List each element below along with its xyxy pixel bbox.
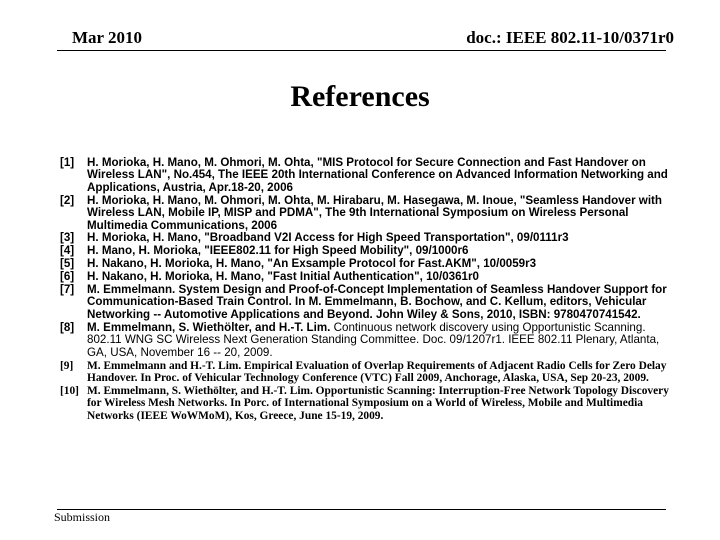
reference-number: [8] (60, 320, 75, 334)
reference-item (60, 232, 680, 244)
reference-item (60, 284, 680, 321)
reference-authors: M. Emmelmann, S. Wiethölter, and H.-T. Lim. (87, 320, 331, 334)
reference-text: M. Emmelmann. System Design and Proof-of-Concept Implementation of Seamless Handover Support for Communication-Based Train Control. In M. Emmelmann, B. Bochow, and C. Kellum, editors, Vehicular Networking -- Automotive Applications and Beyond. John Wiley & Sons, 2010, ISBN: 9780470741542. (87, 283, 667, 321)
header-divider (57, 50, 666, 51)
reference-text: H. Mano, H. Morioka, "IEEE802.11 for High Speed Mobility", 09/1000r6 (87, 244, 469, 258)
reference-item (60, 322, 680, 359)
reference-item (60, 195, 680, 232)
reference-number: [9] (60, 359, 74, 372)
reference-text: M. Emmelmann and H.-T. Lim. Empirical Evaluation of Overlap Requirements of Adjacent Radio Cells for Zero Delay Handover. In Proc. of Vehicular Technology Conference (VTC) Fall 2009, Anchorage, Alaska, USA, Sep 20-23, 2009. (87, 359, 667, 384)
reference-number: [2] (60, 193, 75, 207)
page-title: References (290, 80, 430, 113)
footer-label: Submission (54, 510, 111, 524)
reference-item (60, 271, 680, 283)
reference-text: H. Morioka, H. Mano, "Broadband V2I Access for High Speed Transportation", 09/0111r3 (87, 231, 569, 245)
reference-item (60, 157, 680, 194)
reference-item (60, 385, 680, 422)
reference-number: [4] (60, 244, 75, 258)
header-doc-id: doc.: IEEE 802.11-10/0371r0 (466, 28, 674, 47)
reference-number: [7] (60, 283, 75, 297)
reference-text (87, 322, 680, 359)
header-date: Mar 2010 (72, 28, 143, 47)
reference-number: [5] (60, 257, 75, 271)
reference-item (60, 245, 680, 257)
reference-text: H. Nakano, H. Morioka, H. Mano, "An Exsample Protocol for Fast.AKM", 10/0059r3 (87, 257, 537, 271)
reference-item (60, 360, 680, 385)
reference-number: [1] (60, 156, 75, 169)
reference-list (60, 157, 680, 423)
reference-body: Continuous network discovery using Opportunistic Scanning. 802.11 WNG SC Wireless Next Generation Standing Committee. Doc. 09/1207r1. IEEE 802.11 Plenary, Atlanta, GA, USA, November 16 -- 20, 2009. (87, 320, 660, 359)
reference-number: [10] (60, 384, 79, 397)
reference-text: H. Nakano, H. Morioka, H. Mano, "Fast Initial Authentication", 10/0361r0 (87, 270, 479, 284)
reference-text: M. Emmelmann, S. Wiethölter, and H.-T. Lim. Opportunistic Scanning: Interruption-Free Network Topology Discovery for Wireless Mesh Networks. In Porc. of International Symposium on a World of Wireless, Mobile and Multimedia Networks (IEEE WoWMoM), Kos, Greece, June 15-19, 2009. (87, 384, 669, 422)
reference-text: H. Morioka, H. Mano, M. Ohmori, M. Ohta, "MIS Protocol for Secure Connection and Fast Handover on Wireless LAN", No.454, The IEEE 20th International Conference on Advanced Information Networking and Applications, Austria, Apr.18-20, 2006 (87, 156, 668, 194)
reference-text: H. Morioka, H. Mano, M. Ohmori, M. Ohta, M. Hirabaru, M. Hasegawa, M. Inoue, "Seamless Handover with Wireless LAN, Mobile IP, MISP and PDMA", The 9th International Symposium on Wireless Personal Multimedia Communications, 2006 (87, 193, 662, 232)
reference-number: [3] (60, 231, 75, 245)
reference-number: [6] (60, 270, 75, 284)
reference-item (60, 258, 680, 270)
footer-divider (57, 509, 666, 510)
